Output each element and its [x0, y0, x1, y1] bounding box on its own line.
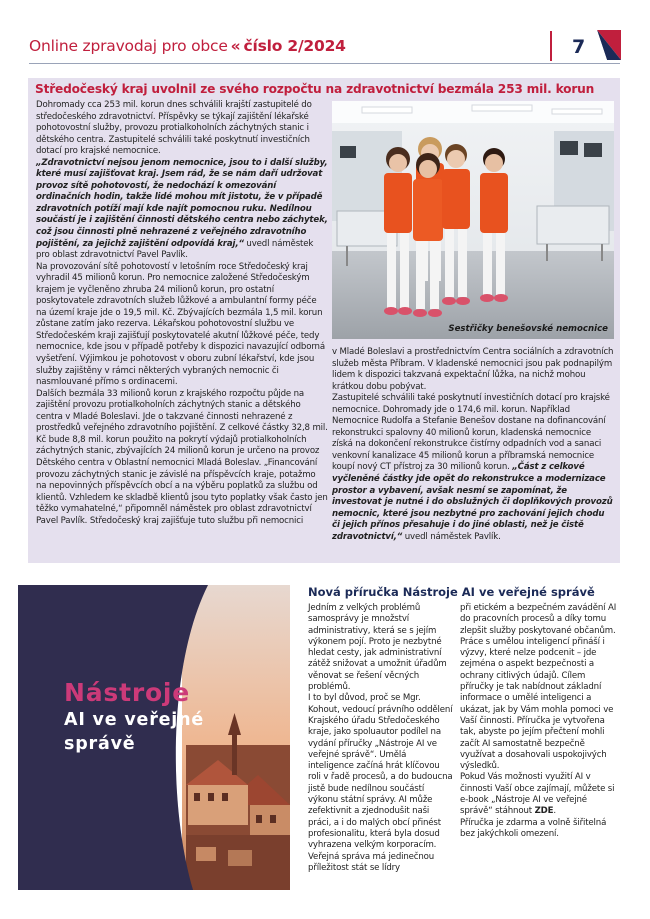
paragraph: Příručka je zdarma a volně šiřitelná bez jakýchkoli omezení.: [460, 817, 607, 839]
publication-header: [29, 37, 346, 55]
corner-logo-icon: [597, 30, 621, 60]
nurses-photo: [332, 101, 614, 339]
page-number: 7: [572, 36, 586, 58]
article-title: Středočeský kraj uvolnil ze svého rozpočtu na zdravotnictví bezmála 253 mil. korun: [35, 82, 595, 96]
header-rule: [29, 63, 620, 64]
paragraph: v Mladé Boleslavi a prostřednictvím Centra sociálních a zdravotních služeb města Příbram. V kladenské nemocnici jsou pak podnapilým lidem k dispozici takzvaná expektační lůžka, na nichž mohou krátkou dobu pobývat.: [332, 347, 614, 392]
paragraph-text: Pokud Vás možnosti využití AI v činnosti Vaší obce zajímají, můžete si e-book „Nástroje AI ve veřejné správě“ stáhnout: [460, 772, 615, 817]
paragraph-text: .: [553, 806, 556, 817]
quote-attribution: uvedl náměstek pro oblast zdravotnictví Pavel Pavlík.: [36, 238, 314, 261]
paragraph: při etickém a bezpečném zavádění AI do pracovních procesů a díky tomu zlepšit služby poskytované občanům.: [460, 603, 617, 636]
quote: „Část z celkové vyčleněné částky jde opět do rekonstrukce a modernizace prostor a vybavení, avšak nesmí se zapomínat, že investovat je nutné i do obslužných či doplňkových provozů nemocnic, které jsou nezbytné pro zachování jejich chodu či jejich přínos přesahuje i do jiné oblasti, než je čistě zdravotnictví,“: [332, 462, 613, 542]
paragraph: [332, 393, 614, 543]
quote-attribution: uvedl náměstek Pavlík.: [402, 531, 501, 542]
paragraph: [460, 772, 620, 817]
paragraph: Práce s umělou inteligencí přináší i výzvy, které nelze podcenit – jde zejména o aspekt bezpečnosti a ochrany citlivých údajů. Cílem příručky je tak nabídnout základní informace o umělé inteligenci a ukázat, jak by Vám mohla pomoci ve Vaší činnosti. Příručka je vytvořena tak, abyste po jejím přečtení mohli začít AI samostatně bezpečně využívat a dosahovali uspokojivých výsledků.: [460, 636, 614, 772]
issue-number: číslo 2/2024: [243, 37, 346, 55]
paragraph: Jedním z velkých problémů samosprávy je množství administrativy, která se s jejím výkonem pojí. Proto je nezbytné hledat cesty, jak administrativní zátěž snižovat a umožnit úřadům věnovat se řešení věcných problémů.: [308, 603, 447, 693]
photo-caption: Sestřičky benešovské nemocnice: [448, 324, 608, 334]
paragraph: Na provozování sítě pohotovostí v letošním roce Středočeský kraj vyhradil 45 milionů korun. Pro nemocnice založené Středočeským krajem je vyčleněno zhruba 24 milionů korun, pro ostatní poskytovatele zdravotních služeb lůžkové a ambulantní formy péče na území kraje jde o 19,5 mil. Kč. Zbývajících bezmála 1,5 mil. korun zůstane zatím jako rezerva. Lékařskou pohotovostní službu ve Středočeském kraji zajišťují poskytovatelé akutní lůžkové péče, tedy nemocnice, kde jsou v případě potřeby k dispozici navazující odborná vyšetření. Výjimkou je pohotovost v oboru zubní lékařství, kde jsou služby zajištěny v rámci některých vybraných nemocnic či nasmlouvané přímo s ordinacemi.: [36, 261, 325, 388]
article-column-left: [308, 603, 453, 874]
paragraph: Dohromady cca 253 mil. korun dnes schválili krajští zastupitelé do středočeského zdravotnictví. Příspěvky se týkají zajištění lékařské pohotovostní služby, provozu protialkoholních záchytných stanic i dětského centra. Zastupitelé schválili také poskytnutí investičních dotací pro krajské nemocnice.: [36, 100, 312, 157]
header-divider: [550, 31, 552, 61]
double-chevron-left-icon: «: [230, 37, 241, 55]
article-column-left: [36, 100, 328, 527]
promo-title-line1: Nástroje: [64, 678, 191, 707]
quote: „Zdravotnictví nejsou jenom nemocnice, jsou to i další služby, které musí zajišťovat kraj. Jsem rád, že se nám daří udržovat provoz sítě pohotovostí, že nedochází k omezování ordinačních hodin, takže lidé mohou mít jistotu, že v případě zdravotních potíží mají kde najít pomocnou ruku. Nedílnou součástí je i zajištění činnosti dětského centra nebo záchytek, což jsou činnosti plně nehrazené z veřejného zdravotního pojištění, za jejichž zajištění odpovídá kraj,“: [36, 157, 328, 249]
promo-title-line2: AI ve veřejné správě: [64, 710, 205, 754]
quote-paragraph: [36, 158, 328, 262]
paragraph-text: Zastupitelé schválili také poskytnutí investičních dotací pro krajské nemocnice. Dohromady jde o 174,6 mil. korun. Například Nemocnice Rudolfa a Stefanie Benešov dostane na dofinancování rekonstrukci spalovny 40 milionů korun, kladenská nemocnice získá na dokončení rekonstrukce čistírny odpadních vod a sanaci venkovní kanalizace 45 milionů korun a příbramská nemocnice koupí nový CT přístroj za 30 milionů korun.: [332, 393, 610, 473]
download-link[interactable]: ZDE: [534, 806, 554, 817]
hospital-room-image: [332, 101, 614, 339]
paragraph: Dalších bezmála 33 milionů korun z krajského rozpočtu půjde na zajištění provozu protialkoholních záchytných stanic a dětského centra v Mladé Boleslavi. Jde o takzvané činnosti nehrazené z prostředků veřejného zdravotního pojištění. Z celkové částky 32,8 mil. Kč bude 8,8 mil. korun použito na pokrytí výdajů protialkoholních záchytných stanic, zbývajících 24 milionů korun je určeno na provoz Dětského centra v Oblastní nemocnici Mladá Boleslav. „Financování provozu záchytných stanic je závislé na příspěvcích kraje, potažmo na nepovinných příspěvcích obcí a na výběru poplatků za službu od klientů. Vzhledem ke skladbě klientů jsou tyto poplatky však často jen těžko vymahatelné,“ připomněl náměstek pro oblast zdravotnictví Pavel Pavlík. Středočeský kraj zajišťuje tuto službu při nemocnici: [36, 388, 328, 526]
article-title: Nová příručka Nástroje AI ve veřejné správě: [308, 585, 595, 599]
paragraph: I to byl důvod, proč se Mgr. Kohout, vedoucí právního oddělení Krajského úřadu Středočeského kraje, jako spoluautor podílel na vydání příručky „Nástroje AI ve veřejné správě“. Umělá inteligence začíná hrát klíčovou roli v řadě procesů, a do budoucna jistě bude nedílnou součástí výkonu státní správy. AI může zefektivnit a zjednodušit naši práci, a i do malých obcí přinést profesionalitu, která byla dosud vyhrazena velkým korporacím. Veřejná správa má jedinečnou příležitost stát se lídry: [308, 693, 453, 873]
publication-name: Online zpravodaj pro obce: [29, 37, 228, 55]
article-column-right: [460, 603, 620, 840]
article-column-right: [332, 347, 614, 543]
